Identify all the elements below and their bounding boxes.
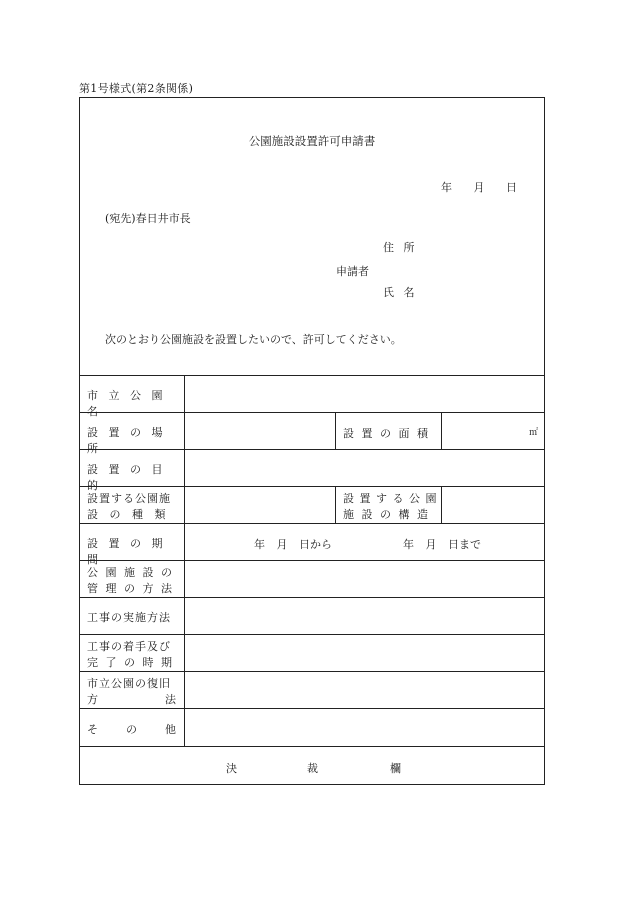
facility-type-field[interactable]	[186, 487, 334, 523]
form-number: 第1号様式(第2条関係)	[79, 82, 194, 95]
park-name-field[interactable]	[186, 376, 544, 412]
row-schedule	[80, 635, 544, 672]
date-line[interactable]: 年 月 日	[441, 181, 517, 194]
facility-type-label: 設置する公園施 設 の 種 類	[80, 487, 185, 523]
location-label: 設 置 の 場 所	[80, 413, 185, 449]
construction-method-label: 工事の実施方法	[80, 598, 185, 634]
location-field[interactable]	[186, 413, 334, 449]
area-label: 設 置 の 面 積	[343, 427, 430, 440]
decision-char-2: 裁	[307, 762, 318, 775]
other-label: そ の 他	[80, 709, 185, 746]
construction-method-field[interactable]	[186, 598, 544, 634]
restoration-field[interactable]	[186, 672, 544, 708]
decision-char-3: 欄	[390, 762, 401, 775]
schedule-field[interactable]	[186, 635, 544, 671]
restoration-label-a: 方	[87, 693, 99, 706]
divider	[335, 413, 336, 449]
row-purpose	[80, 450, 544, 492]
facility-structure-label-1: 設 置 す る 公 園	[343, 492, 438, 505]
row-location	[80, 413, 544, 455]
divider	[335, 487, 336, 523]
schedule-label: 工事の着手及び 完 了 の 時 期	[80, 635, 185, 671]
application-form	[79, 97, 545, 785]
area-unit: ㎡	[528, 428, 538, 438]
restoration-label-b: 法	[165, 693, 177, 706]
address-label: 住 所	[383, 241, 415, 254]
facility-structure-field[interactable]	[442, 487, 544, 523]
period-to[interactable]: 年 月 日まで	[403, 538, 481, 551]
row-restoration	[80, 672, 544, 709]
row-construction	[80, 598, 544, 635]
form-title: 公園施設設置許可申請書	[248, 134, 376, 148]
period-from[interactable]: 年 月 日から	[254, 538, 332, 551]
applicant-label: 申請者	[336, 265, 369, 278]
purpose-field[interactable]	[186, 450, 544, 486]
purpose-label: 設 置 の 目 的	[80, 450, 185, 486]
request-statement: 次のとおり公園施設を設置したいので、許可してください。	[105, 333, 402, 346]
other-field[interactable]	[186, 709, 544, 746]
form-header	[80, 98, 544, 376]
addressee: (宛先)春日井市長	[105, 212, 191, 225]
restoration-label: 市立公園の復旧 方 法	[80, 672, 185, 708]
decision-char-1: 決	[226, 762, 237, 775]
row-period	[80, 524, 544, 566]
decision-column-header	[80, 748, 544, 784]
row-facility	[80, 487, 544, 524]
management-label: 公 園 施 設 の 管 理 の 方 法	[80, 561, 185, 597]
row-management	[80, 561, 544, 598]
row-park-name	[80, 376, 544, 418]
facility-structure-label-2: 施 設 の 構 造	[343, 508, 430, 521]
name-label: 氏 名	[383, 286, 415, 299]
park-name-label: 市 立 公 園 名	[80, 376, 185, 412]
management-field[interactable]	[186, 561, 544, 597]
period-label: 設 置 の 期 間	[80, 524, 185, 560]
row-other	[80, 709, 544, 747]
